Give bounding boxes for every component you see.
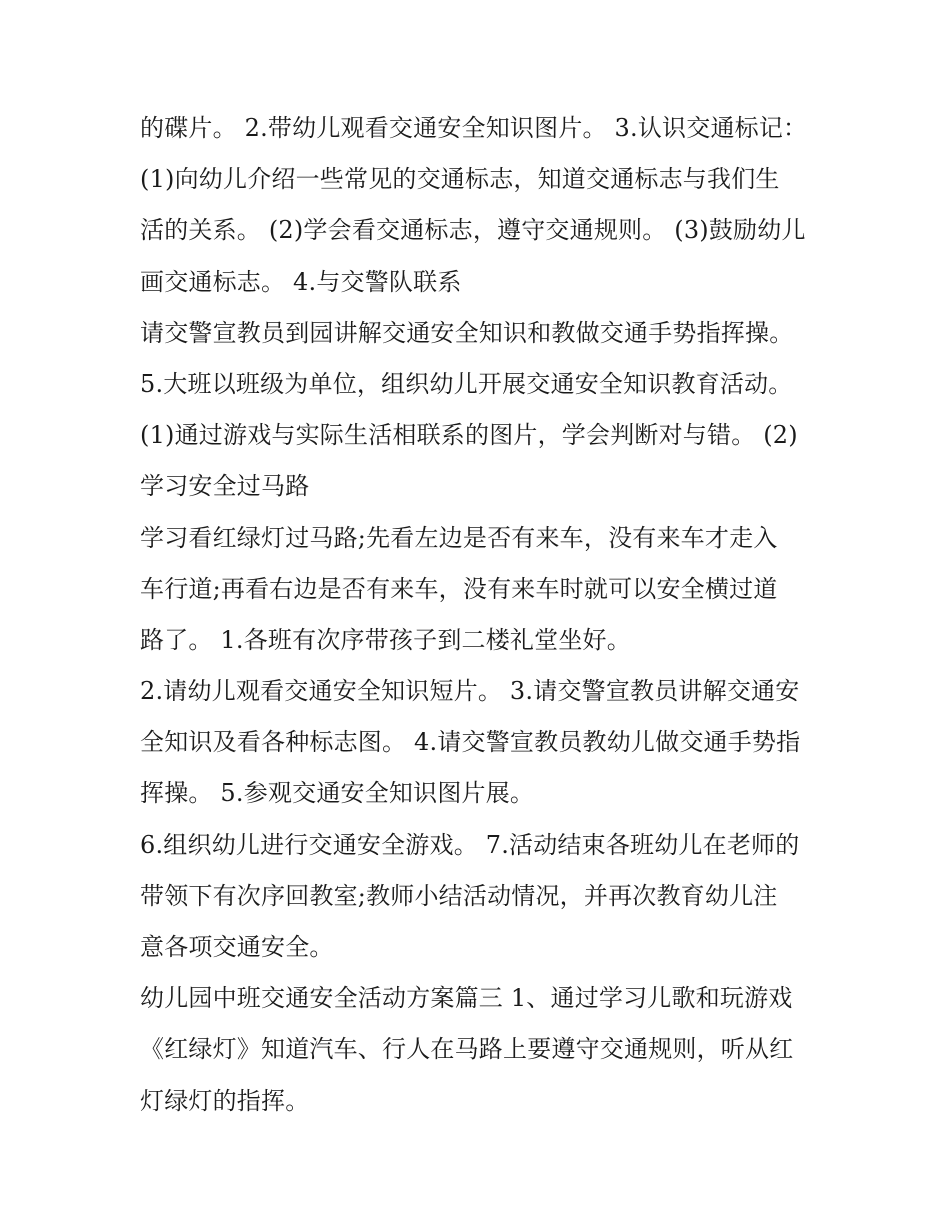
text-line: 全知识及看各种标志图。 4.请交警宣教员教幼儿做交通手势指 (140, 728, 801, 757)
document-body (140, 106, 820, 1130)
text-line: 画交通标志。 4.与交警队联系 (140, 267, 462, 296)
text-line: 2.请幼儿观看交通安全知识短片。 3.请交警宣教员讲解交通安 (140, 677, 800, 706)
text-line: 车行道;再看右边是否有来车，没有来车时就可以安全横过道 (140, 574, 778, 603)
text-line: (1)通过游戏与实际生活相联系的图片，学会判断对与错。 (2) (140, 421, 798, 450)
text-line: 意各项交通安全。 (140, 933, 334, 961)
text-line: 带领下有次序回教室;教师小结活动情况，并再次教育幼儿注 (140, 881, 778, 910)
text-line: 学习安全过马路 (140, 472, 310, 501)
text-line: 的碟片。 2.带幼儿观看交通安全知识图片。 3.认识交通标记： (140, 114, 808, 142)
text-line: 挥操。 5.参观交通安全知识图片展。 (140, 779, 535, 808)
text-line: 5.大班以班级为单位，组织幼儿开展交通安全知识教育活动。 (140, 369, 793, 398)
text-line: 请交警宣教员到园讲解交通安全知识和教做交通手势指挥操。 (140, 318, 794, 347)
text-line: 学习看红绿灯过马路;先看左边是否有来车，没有来车才走入 (140, 523, 778, 552)
text-line: 灯绿灯的指挥。 (140, 1086, 310, 1115)
text-line: 幼儿园中班交通安全活动方案篇三 1、通过学习儿歌和玩游戏 (140, 984, 793, 1013)
text-line: (1)向幼儿介绍一些常见的交通标志，知道交通标志与我们生 (140, 165, 780, 194)
text-line: 活的关系。 (2)学会看交通标志，遵守交通规则。 (3)鼓励幼儿 (140, 216, 806, 245)
text-line: 6.组织幼儿进行交通安全游戏。 7.活动结束各班幼儿在老师的 (140, 830, 800, 859)
text-line: 路了。 1.各班有次序带孩子到二楼礼堂坐好。 (140, 625, 631, 654)
text-line: 《红绿灯》知道汽车、行人在马路上要遵守交通规则，听从红 (140, 1035, 794, 1064)
